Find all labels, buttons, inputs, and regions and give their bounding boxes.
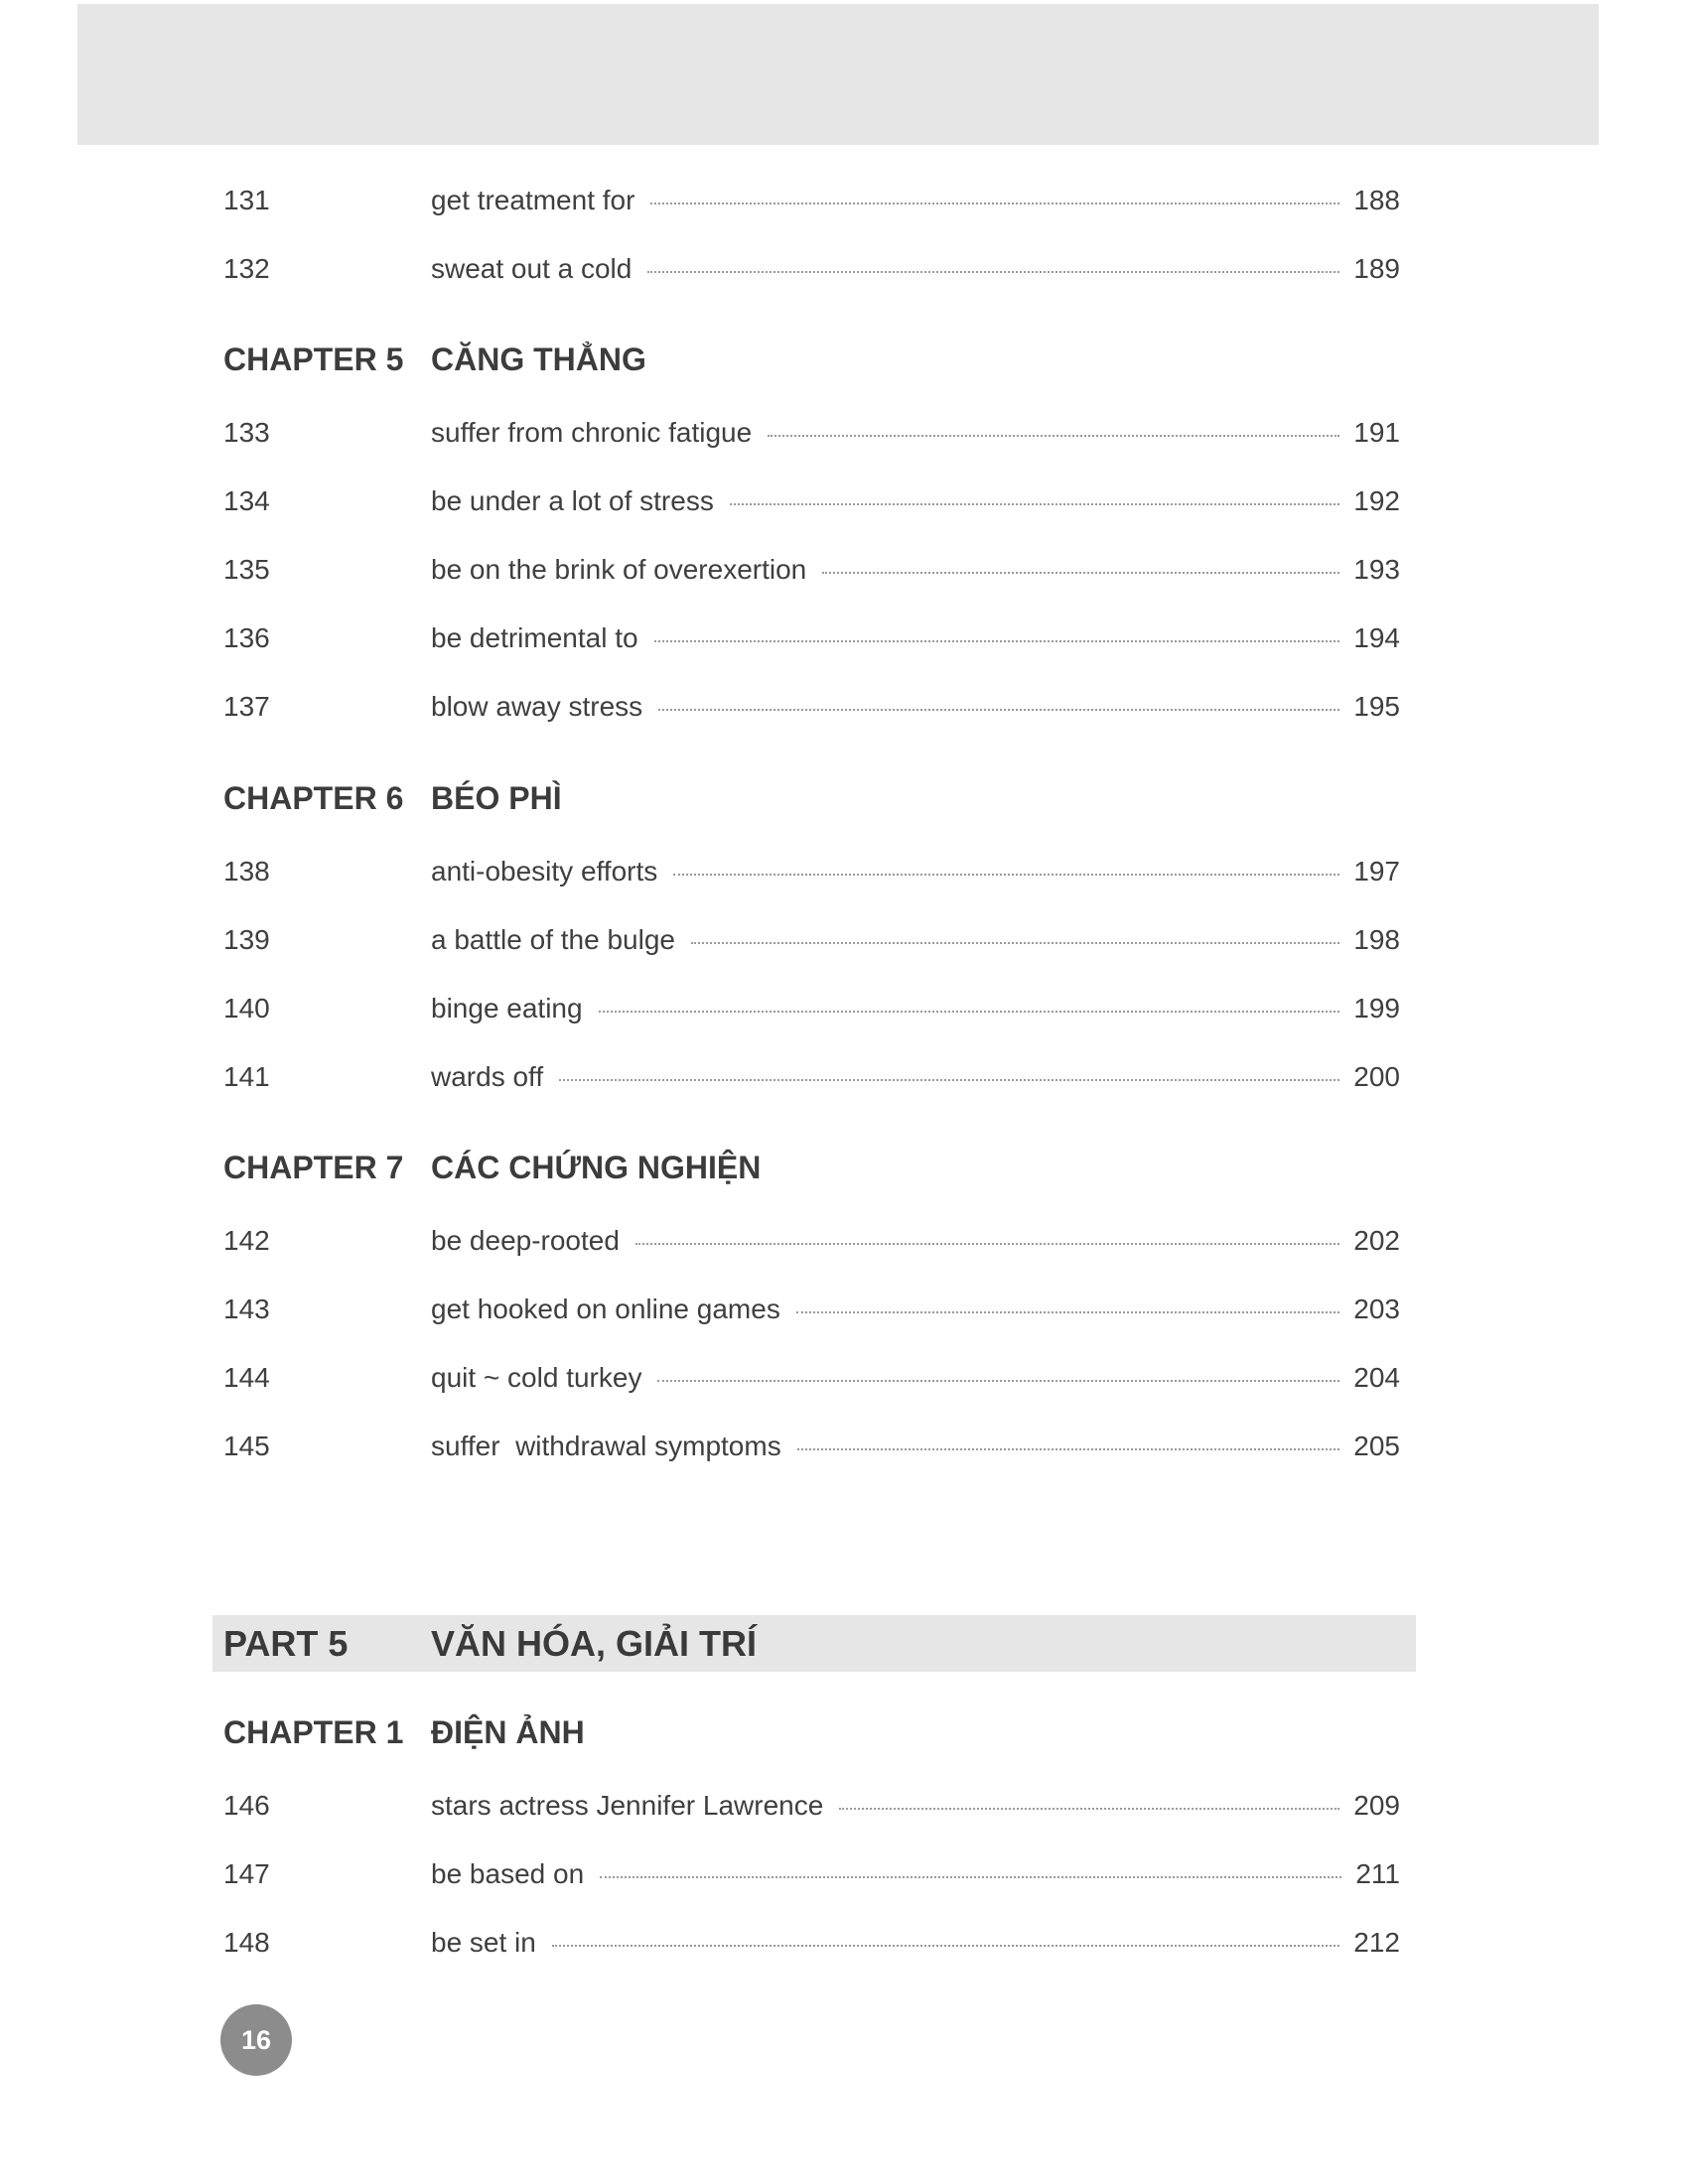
entry-number: 145 [223,1431,270,1461]
entry-page: 198 [1353,924,1400,955]
entry-number: 131 [223,185,270,215]
entry-page: 205 [1353,1431,1400,1461]
entry-title: sweat out a cold [431,253,633,284]
dot-leader [654,640,1340,642]
entry-page: 195 [1353,691,1400,722]
dot-leader [647,271,1339,273]
entry-page: 204 [1353,1362,1400,1393]
toc-entry[interactable] [223,249,1400,289]
dot-leader [552,1945,1339,1947]
chapter-title: ĐIỆN ẢNH [431,1713,585,1750]
entry-page: 211 [1355,1858,1400,1889]
entry-title: wards off [431,1061,544,1092]
entry-number: 133 [223,417,270,448]
entry-page: 200 [1353,1061,1400,1092]
entry-number: 134 [223,485,270,516]
chapter-title: CĂNG THẲNG [431,341,646,377]
entry-page: 212 [1353,1927,1400,1958]
part-heading [223,1621,1400,1667]
entry-number: 143 [223,1294,270,1324]
entry-page: 193 [1353,554,1400,585]
dot-leader [600,1876,1341,1878]
toc-entry[interactable] [223,1057,1400,1097]
chapter-heading [223,338,1400,381]
entry-title: be set in [431,1927,536,1958]
toc-entry[interactable] [223,1923,1400,1963]
toc-entry[interactable] [223,181,1400,220]
entry-title: suffer from chronic fatigue [431,417,753,448]
part-title: VĂN HÓA, GIẢI TRÍ [431,1623,758,1664]
entry-number: 141 [223,1061,270,1092]
entry-page: 192 [1353,485,1400,516]
entry-number: 146 [223,1790,270,1821]
entry-number: 144 [223,1362,270,1393]
dot-leader [657,1380,1339,1382]
entry-page: 209 [1353,1790,1400,1821]
entry-title: be under a lot of stress [431,485,714,516]
dot-leader [673,874,1339,876]
chapter-heading [223,1146,1400,1189]
entry-page: 203 [1353,1294,1400,1324]
entry-title: be detrimental to [431,622,638,653]
entry-number: 135 [223,554,270,585]
entry-title: binge eating [431,993,583,1024]
dot-leader [635,1243,1339,1245]
dot-leader [559,1079,1339,1081]
dot-leader [730,503,1339,505]
chapter-label: CHAPTER 7 [223,1149,404,1185]
dot-leader [650,203,1339,205]
entry-page: 189 [1353,253,1400,284]
chapter-label: CHAPTER 1 [223,1713,404,1750]
entry-number: 138 [223,856,270,887]
entry-title: stars actress Jennifer Lawrence [431,1790,824,1821]
entry-title: get hooked on online games [431,1294,780,1324]
toc-entry[interactable] [223,1221,1400,1261]
entry-title: a battle of the bulge [431,924,675,955]
page-number-badge: 16 [220,2004,292,2076]
entry-number: 139 [223,924,270,955]
entry-title: be based on [431,1858,585,1889]
dot-leader [768,435,1339,437]
toc-entry[interactable] [223,852,1400,891]
entry-title: anti-obesity efforts [431,856,658,887]
toc-entry[interactable] [223,1358,1400,1398]
toc-entry[interactable] [223,550,1400,590]
entry-page: 197 [1353,856,1400,887]
entry-page: 194 [1353,622,1400,653]
toc-entry[interactable] [223,618,1400,658]
entry-page: 188 [1353,185,1400,215]
entry-page: 199 [1353,993,1400,1024]
dot-leader [796,1311,1339,1313]
entry-page: 202 [1353,1225,1400,1256]
entry-title: be on the brink of overexertion [431,554,807,585]
entry-number: 140 [223,993,270,1024]
toc-entry[interactable] [223,989,1400,1028]
chapter-title: BÉO PHÌ [431,779,562,816]
chapter-heading [223,776,1400,820]
toc-entry[interactable] [223,687,1400,727]
dot-leader [822,572,1339,574]
entry-title: get treatment for [431,185,635,215]
toc-entry[interactable] [223,1786,1400,1826]
entry-number: 147 [223,1858,270,1889]
dot-leader [839,1808,1339,1810]
dot-leader [691,942,1339,944]
entry-number: 137 [223,691,270,722]
toc-entry[interactable] [223,1854,1400,1894]
toc-entry[interactable] [223,920,1400,960]
entry-number: 148 [223,1927,270,1958]
header-band [77,4,1599,145]
toc-entry[interactable] [223,1290,1400,1329]
entry-number: 142 [223,1225,270,1256]
chapter-label: CHAPTER 6 [223,779,404,816]
toc-entry[interactable] [223,1427,1400,1466]
entry-title: suffer withdrawal symptoms [431,1431,781,1461]
dot-leader [599,1011,1340,1013]
entry-title: quit ~ cold turkey [431,1362,642,1393]
chapter-title: CÁC CHỨNG NGHIỆN [431,1149,762,1185]
part-label: PART 5 [223,1623,349,1664]
entry-page: 191 [1353,417,1400,448]
toc-entry[interactable] [223,413,1400,453]
entry-title: be deep-rooted [431,1225,620,1256]
chapter-label: CHAPTER 5 [223,341,404,377]
entry-number: 132 [223,253,270,284]
chapter-heading [223,1710,1400,1754]
dot-leader [658,709,1339,711]
dot-leader [797,1448,1340,1450]
toc-entry[interactable] [223,481,1400,521]
entry-number: 136 [223,622,270,653]
entry-title: blow away stress [431,691,643,722]
